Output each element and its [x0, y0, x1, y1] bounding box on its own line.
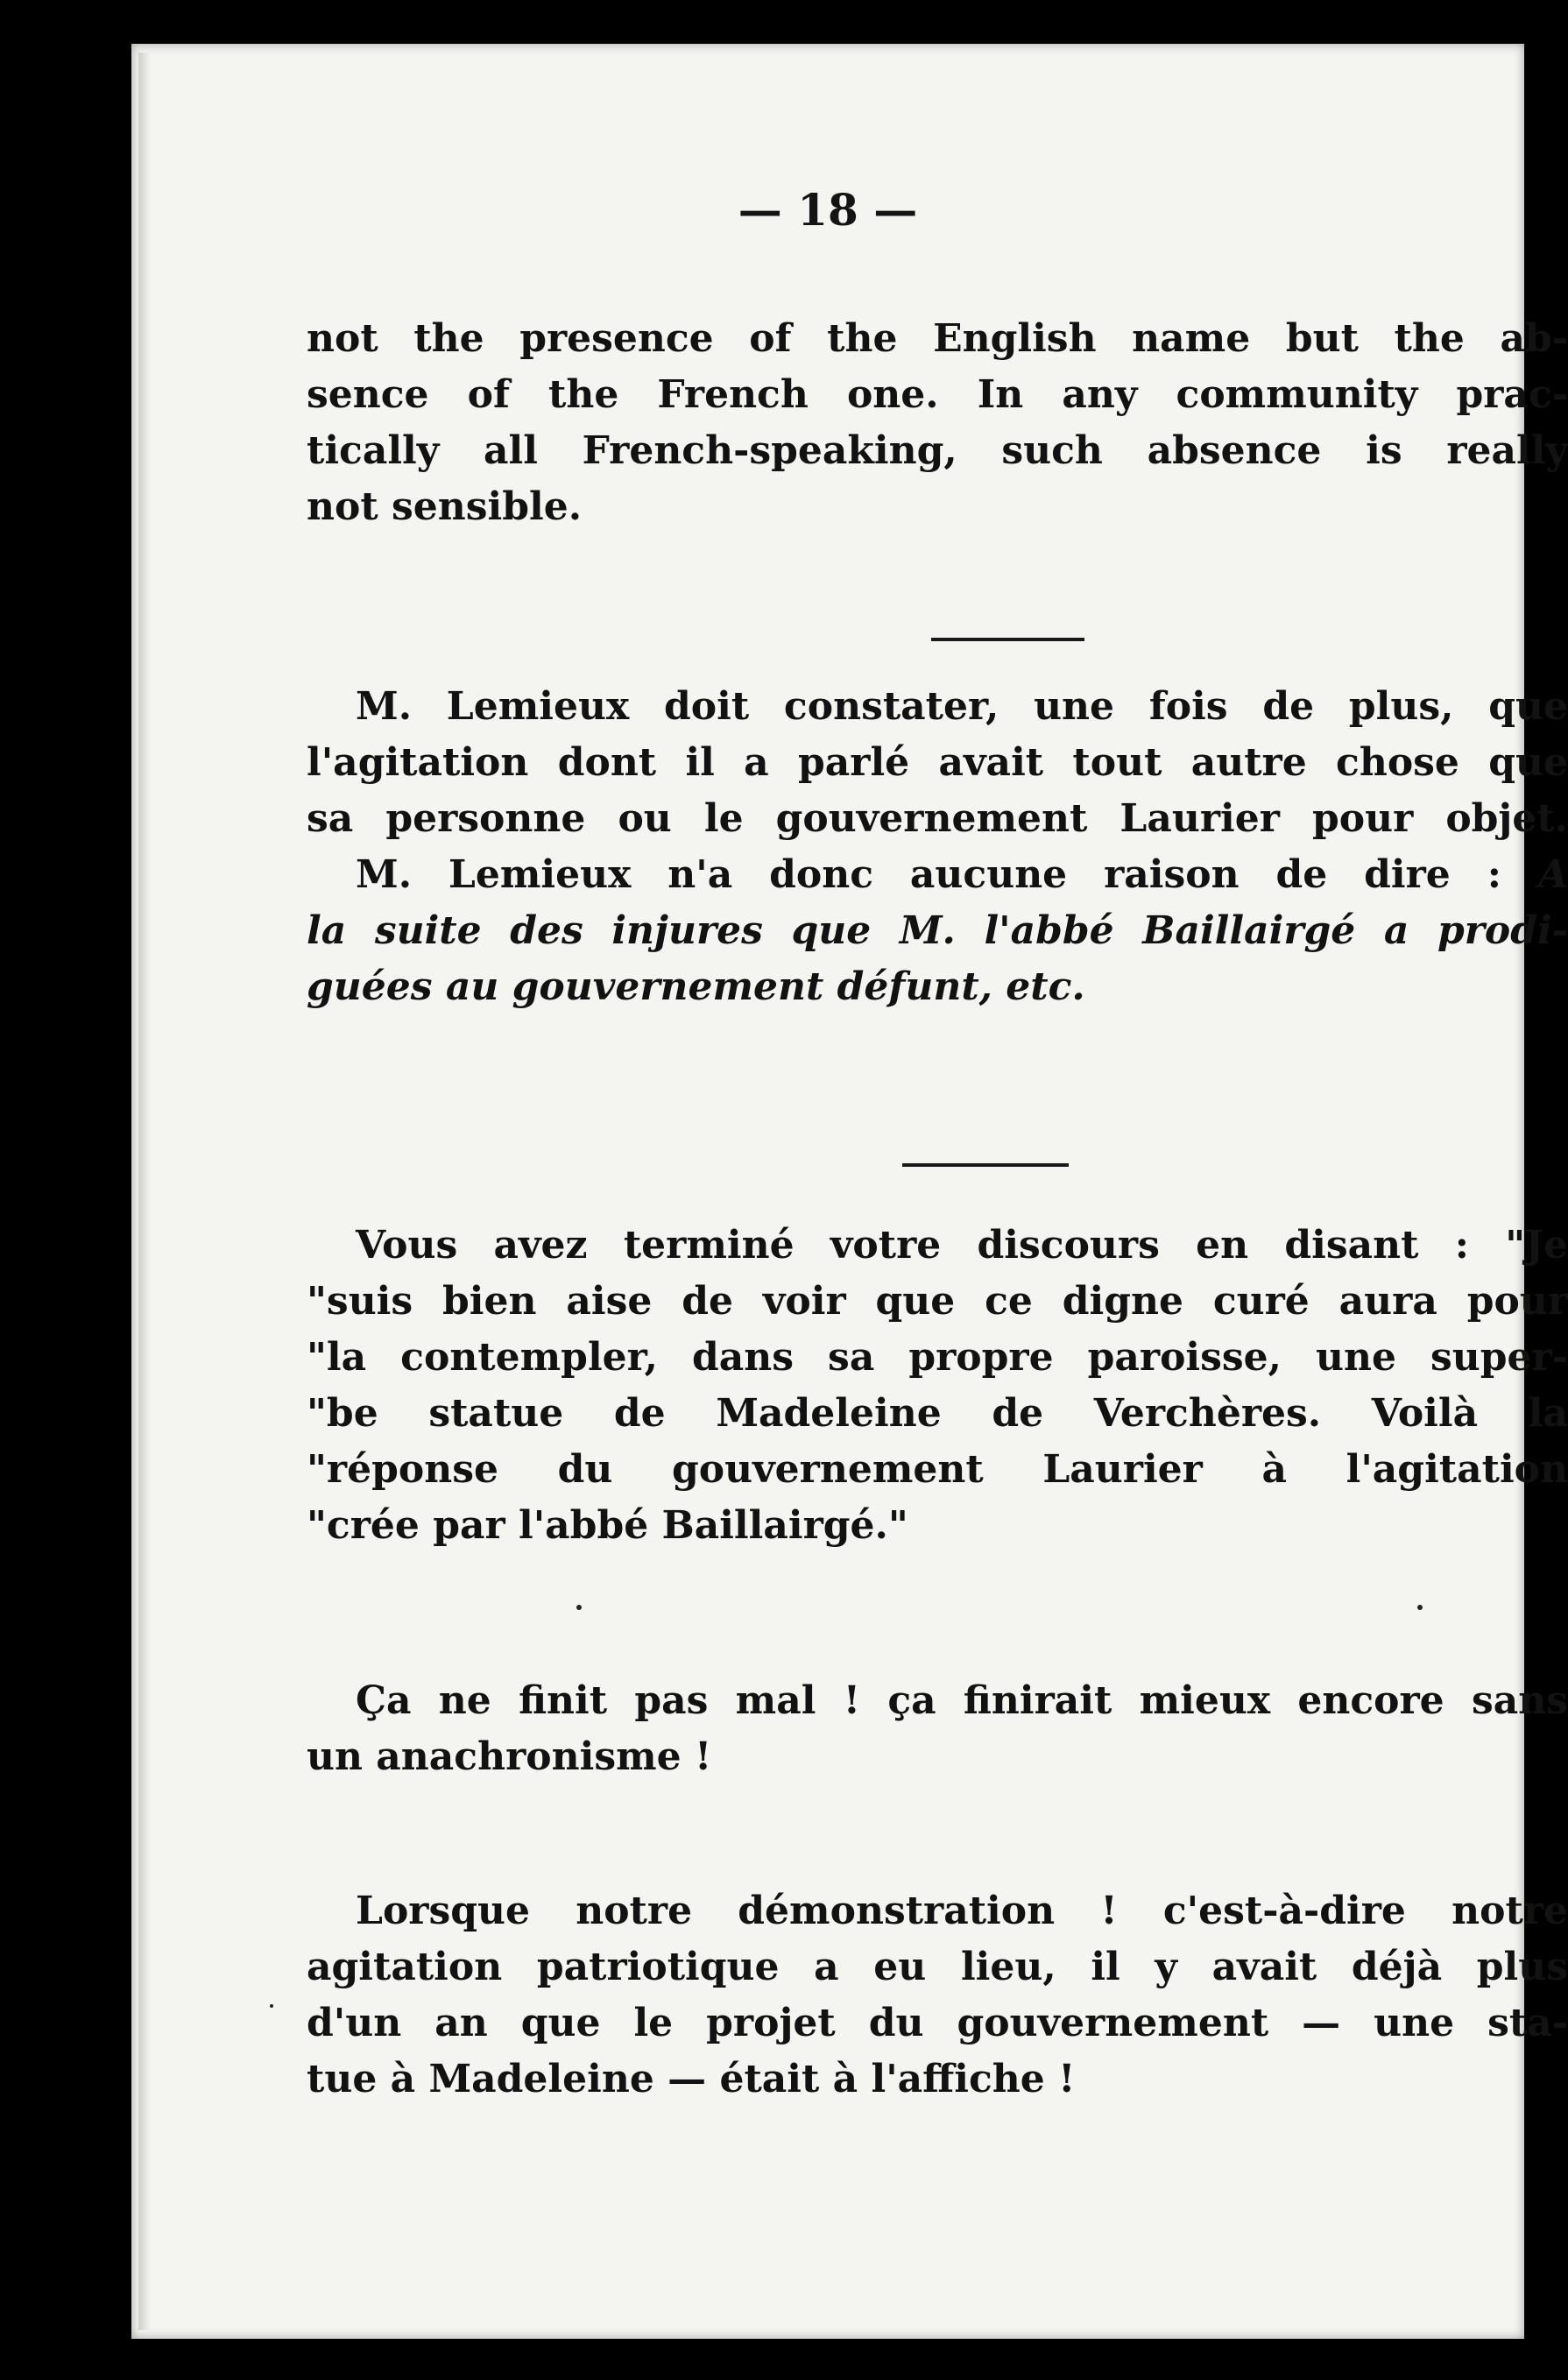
- text-line: M. Lemieux doit constater, une fois de plus, que: [356, 684, 1568, 729]
- text-line: Vous avez terminé votre discours en disant : "Je: [356, 1223, 1568, 1268]
- paragraph-demonstration: [307, 1883, 1568, 2108]
- text-line: "la contempler, dans sa propre paroisse, une super-: [307, 1335, 1568, 1380]
- text-line-mixed: [307, 847, 1568, 903]
- text-line: "suis bien aise de voir que ce digne curé aura pour: [307, 1279, 1568, 1324]
- text-line: d'un an que le projet du gouvernement — une sta-: [307, 2001, 1568, 2045]
- text-line: "be statue de Madeleine de Verchères. Voilà la: [307, 1391, 1568, 1436]
- text-line: tue à Madeleine — était à l'affiche !: [307, 2057, 1076, 2101]
- paragraph-anachronisme: [307, 1673, 1568, 1785]
- book-page: [131, 44, 1568, 2339]
- text-line: Ça ne finit pas mal ! ça finirait mieux encore sans: [356, 1678, 1568, 1723]
- text-line: not sensible.: [307, 484, 583, 529]
- page-number: — 18 —: [738, 184, 918, 236]
- paragraph-english: [307, 311, 1568, 535]
- scan-speck: [270, 2004, 273, 2008]
- text-line: tically all French-speaking, such absence is really: [307, 428, 1568, 473]
- paragraph-lemieux: [307, 679, 1568, 1015]
- scan-speck: [1417, 1605, 1423, 1610]
- italic-quote-line: la suite des injures que M. l'abbé Baillairgé a prodi-: [307, 908, 1568, 953]
- text-line: "réponse du gouvernement Laurier à l'agitation: [307, 1447, 1568, 1492]
- section-divider: [931, 638, 1084, 641]
- text-line: not the presence of the English name but the ab-: [307, 316, 1568, 361]
- scan-speck: [576, 1605, 582, 1610]
- italic-quote-start: A: [1537, 852, 1568, 897]
- text-line: sence of the French one. In any community prac-: [307, 372, 1568, 417]
- text-line: "crée par l'abbé Baillairgé.": [307, 1503, 908, 1548]
- text-line: Lorsque notre démonstration ! c'est-à-dire notre: [356, 1889, 1568, 1933]
- text-line: agitation patriotique a eu lieu, il y avait déjà plus: [307, 1945, 1568, 1989]
- text-line-roman: M. Lemieux n'a donc aucune raison de dire :: [356, 852, 1538, 897]
- page-binding-edge: [138, 53, 151, 2330]
- section-divider: [902, 1163, 1069, 1167]
- italic-quote-line: guées au gouvernement défunt, etc.: [307, 964, 1085, 1009]
- text-line: l'agitation dont il a parlé avait tout autre chose que: [307, 740, 1568, 785]
- text-line: sa personne ou le gouvernement Laurier pour objet.: [307, 796, 1568, 841]
- text-line: un anachronisme !: [307, 1734, 712, 1779]
- paragraph-discours: [307, 1218, 1568, 1554]
